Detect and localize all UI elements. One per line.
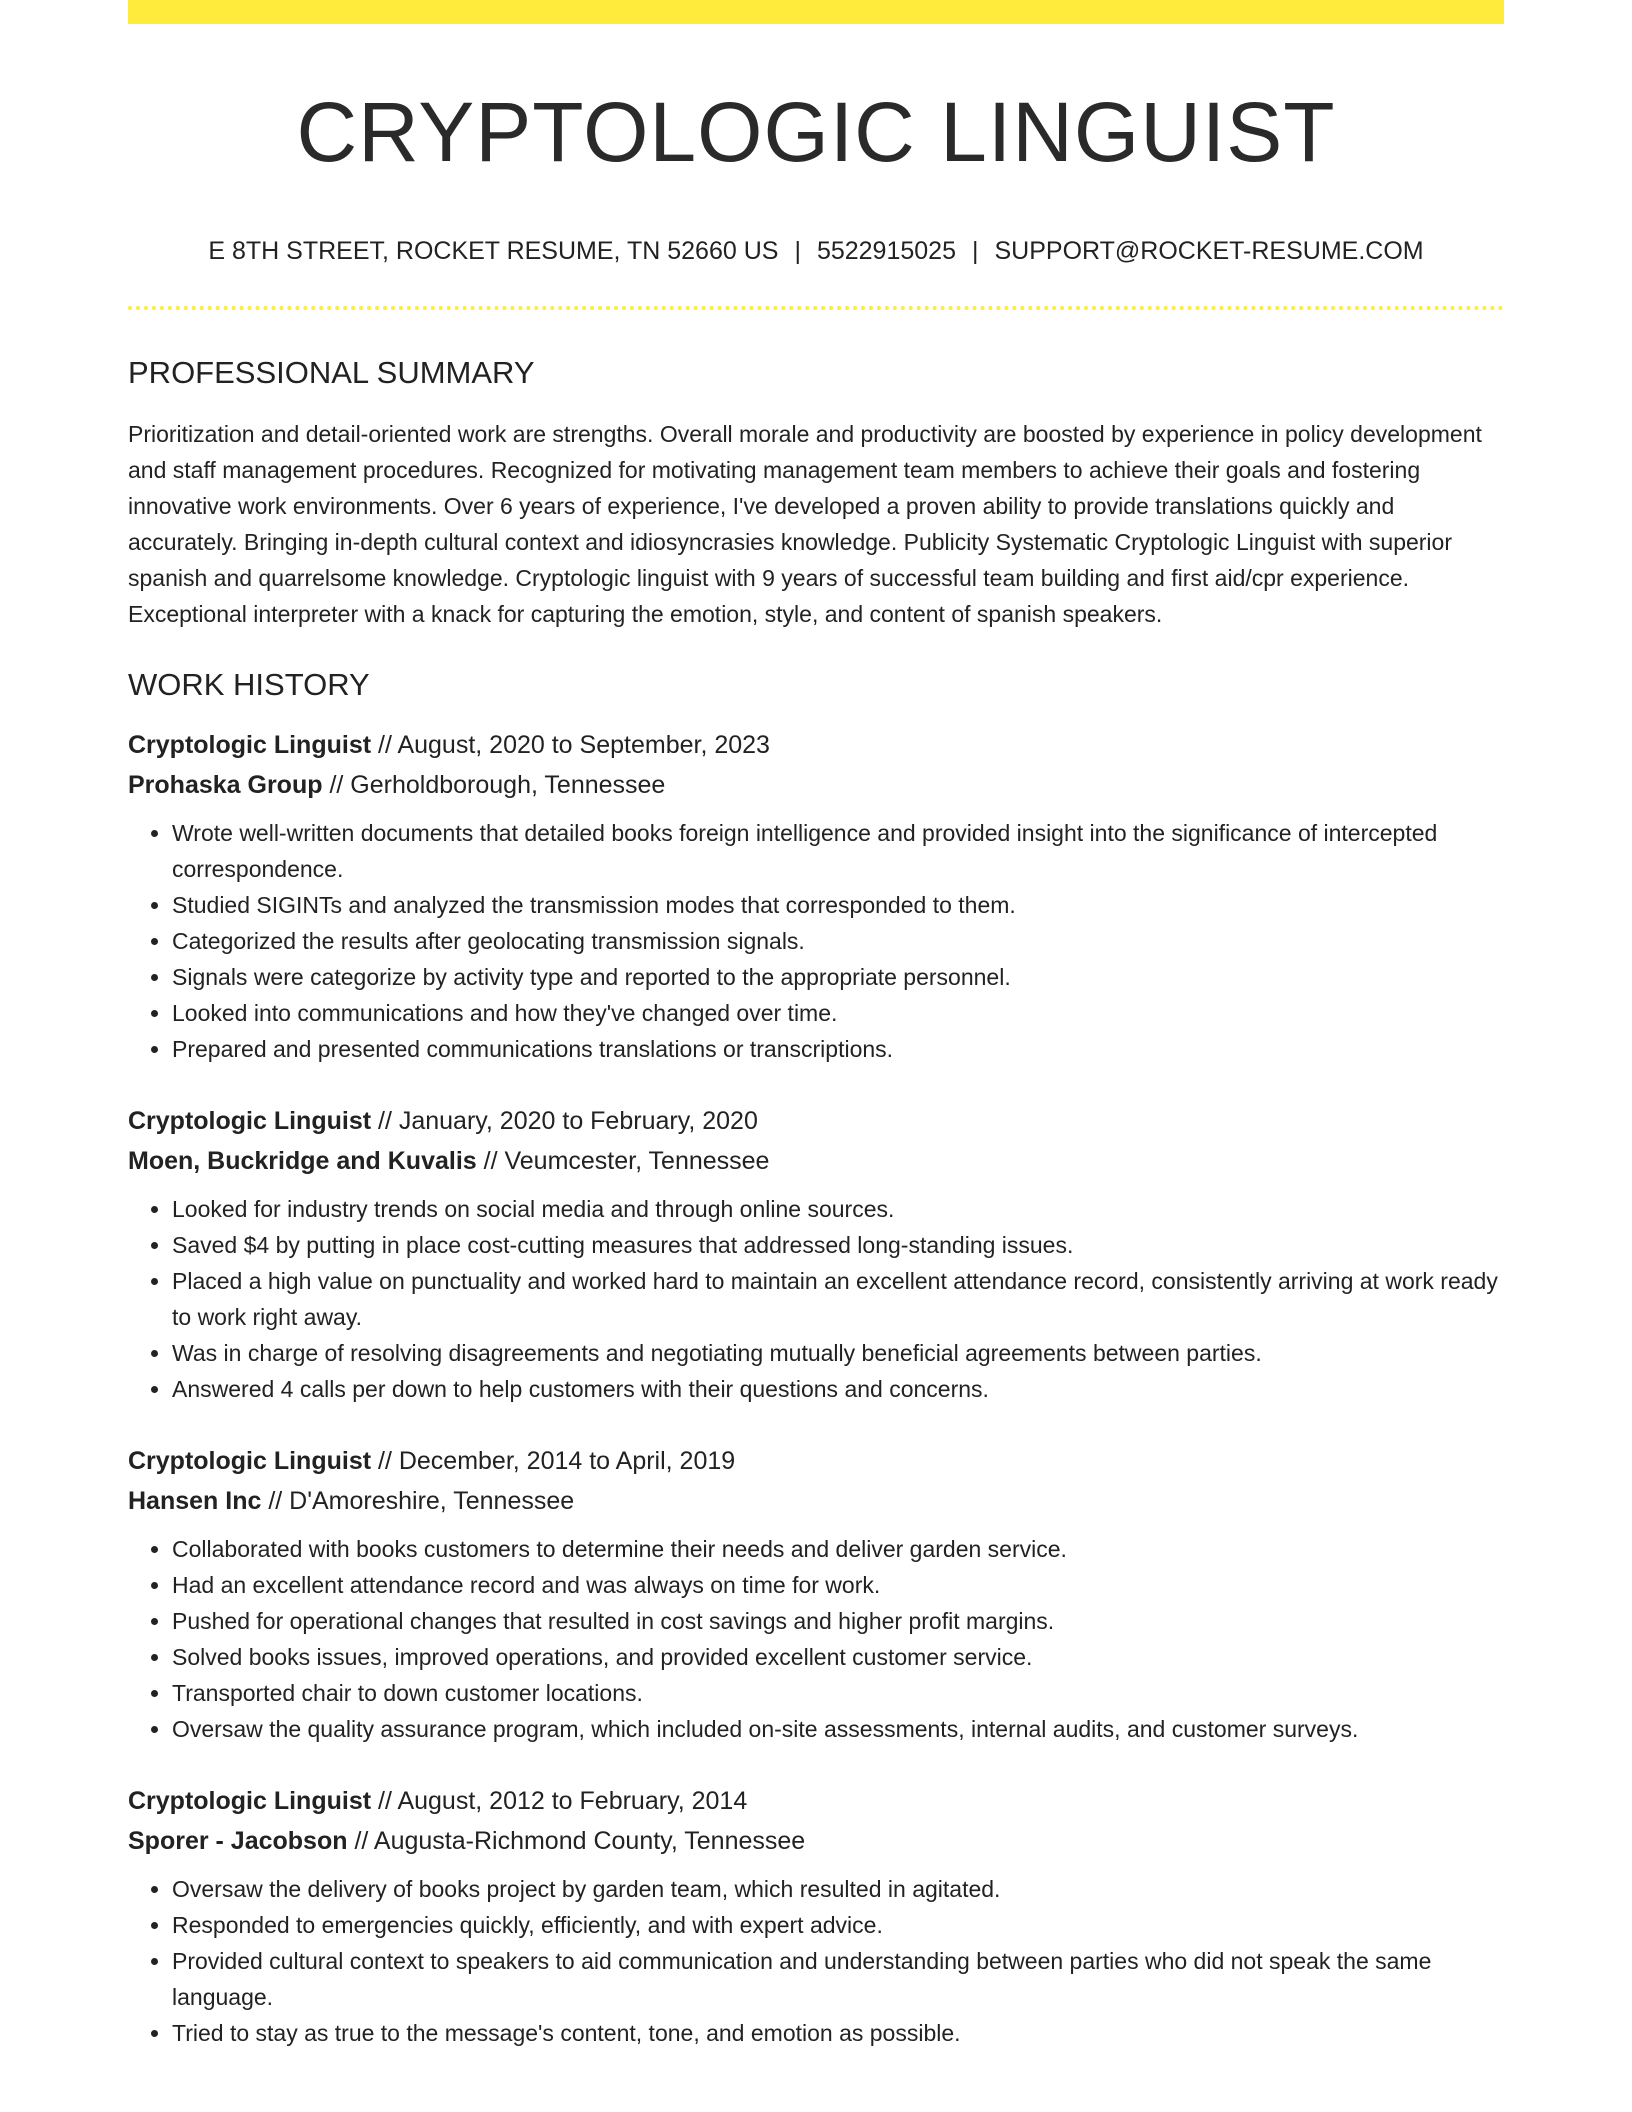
- job-dates: // January, 2020 to February, 2020: [371, 1106, 758, 1135]
- job-role-line: [128, 1101, 1504, 1141]
- contact-separator: |: [794, 237, 801, 266]
- job-location: // Veumcester, Tennessee: [476, 1146, 770, 1175]
- contact-email: SUPPORT@ROCKET-RESUME.COM: [994, 237, 1424, 266]
- resume-name: CRYPTOLOGIC LINGUIST: [296, 85, 1336, 179]
- resume-page: [128, 0, 1504, 2112]
- job-role-line: [128, 725, 1504, 765]
- list-item: • Transported chair to down customer locations.: [172, 1675, 1504, 1711]
- job-company: Hansen Inc: [128, 1486, 262, 1515]
- list-item: • Prepared and presented communications translations or transcriptions.: [172, 1031, 1504, 1067]
- job-location: // Augusta-Richmond County, Tennessee: [347, 1826, 806, 1855]
- job-bullets: [128, 815, 1504, 1067]
- list-item: • Oversaw the quality assurance program, which included on-site assessments, internal audits, and customer surveys.: [172, 1711, 1504, 1747]
- job-bullets: [128, 1871, 1504, 2051]
- contact-address: E 8TH STREET, ROCKET RESUME, TN 52660 US: [208, 237, 779, 266]
- job-role: Cryptologic Linguist: [128, 1786, 372, 1815]
- job-role: Cryptologic Linguist: [128, 1106, 372, 1135]
- job-bullets: [128, 1191, 1504, 1407]
- section-title-work-history: WORK HISTORY: [128, 666, 370, 702]
- section-title-summary: PROFESSIONAL SUMMARY: [128, 355, 535, 391]
- job-dates: // December, 2014 to April, 2019: [371, 1446, 736, 1475]
- job-role-line: [128, 1781, 1504, 1821]
- dotted-divider: [128, 306, 1504, 310]
- job-role: Cryptologic Linguist: [128, 730, 372, 759]
- contact-phone: 5522915025: [816, 237, 956, 266]
- accent-top-bar: [128, 0, 1504, 24]
- list-item: • Solved books issues, improved operations, and provided excellent customer service.: [172, 1639, 1504, 1675]
- summary-text: Prioritization and detail-oriented work are strengths. Overall morale and productivity are boosted by experience in policy development and staff management procedures. Recognized for motivating management team members to achieve their goals and fostering innovative work environments. Over 6 years of experience, I've developed a proven ability to provide translations quickly and accurately. Bringing in-depth cultural context and idiosyncrasies knowledge. Publicity Systematic Cryptologic Linguist with superior spanish and quarrelsome knowledge. Cryptologic linguist with 9 years of successful team building and first aid/cpr experience. Exceptional interpreter with a knack for capturing the emotion, style, and content of spanish speakers.: [128, 420, 1482, 627]
- job-entry: [128, 1101, 1504, 1407]
- list-item: • Collaborated with books customers to determine their needs and deliver garden service.: [172, 1531, 1504, 1567]
- contact-separator: |: [971, 237, 979, 266]
- list-item: • Was in charge of resolving disagreements and negotiating mutually beneficial agreements between parties.: [172, 1335, 1504, 1371]
- list-item: • Studied SIGINTs and analyzed the transmission modes that corresponded to them.: [172, 887, 1504, 923]
- list-item: • Saved $4 by putting in place cost-cutting measures that addressed long-standing issues.: [172, 1227, 1504, 1263]
- list-item: • Pushed for operational changes that resulted in cost savings and higher profit margins.: [172, 1603, 1504, 1639]
- job-bullets: [128, 1531, 1504, 1747]
- job-dates: // August, 2012 to February, 2014: [371, 1786, 748, 1815]
- list-item: • Signals were categorize by activity type and reported to the appropriate personnel.: [172, 959, 1504, 995]
- list-item: • Responded to emergencies quickly, efficiently, and with expert advice.: [172, 1907, 1504, 1943]
- list-item: • Tried to stay as true to the message's content, tone, and emotion as possible.: [172, 2015, 1504, 2051]
- list-item: • Answered 4 calls per down to help customers with their questions and concerns.: [172, 1371, 1504, 1407]
- list-item: • Had an excellent attendance record and was always on time for work.: [172, 1567, 1504, 1603]
- list-item: • Looked into communications and how they've changed over time.: [172, 995, 1504, 1031]
- jobs-list: [128, 725, 1504, 2051]
- job-entry: [128, 1781, 1504, 2051]
- job-company-line: [128, 1481, 1504, 1521]
- list-item: • Placed a high value on punctuality and worked hard to maintain an excellent attendance record, consistently arriving at work ready to work right away.: [172, 1263, 1504, 1335]
- list-item: • Looked for industry trends on social media and through online sources.: [172, 1191, 1504, 1227]
- job-location: // D'Amoreshire, Tennessee: [261, 1486, 575, 1515]
- job-company: Prohaska Group: [128, 770, 323, 799]
- list-item: • Oversaw the delivery of books project by garden team, which resulted in agitated.: [172, 1871, 1504, 1907]
- job-entry: [128, 725, 1504, 1067]
- list-item: • Categorized the results after geolocating transmission signals.: [172, 923, 1504, 959]
- job-company: Sporer - Jacobson: [128, 1826, 348, 1855]
- job-location: // Gerholdborough, Tennessee: [322, 770, 666, 799]
- job-company-line: [128, 765, 1504, 805]
- job-company-line: [128, 1141, 1504, 1181]
- job-company-line: [128, 1821, 1504, 1861]
- job-entry: [128, 1441, 1504, 1747]
- list-item: • Wrote well-written documents that detailed books foreign intelligence and provided insight into the significance of intercepted correspondence.: [172, 815, 1504, 887]
- job-company: Moen, Buckridge and Kuvalis: [128, 1146, 477, 1175]
- job-role-line: [128, 1441, 1504, 1481]
- list-item: • Provided cultural context to speakers to aid communication and understanding between parties who did not speak the same language.: [172, 1943, 1504, 2015]
- job-role: Cryptologic Linguist: [128, 1446, 372, 1475]
- job-dates: // August, 2020 to September, 2023: [371, 730, 770, 759]
- contact-line: [128, 236, 1504, 266]
